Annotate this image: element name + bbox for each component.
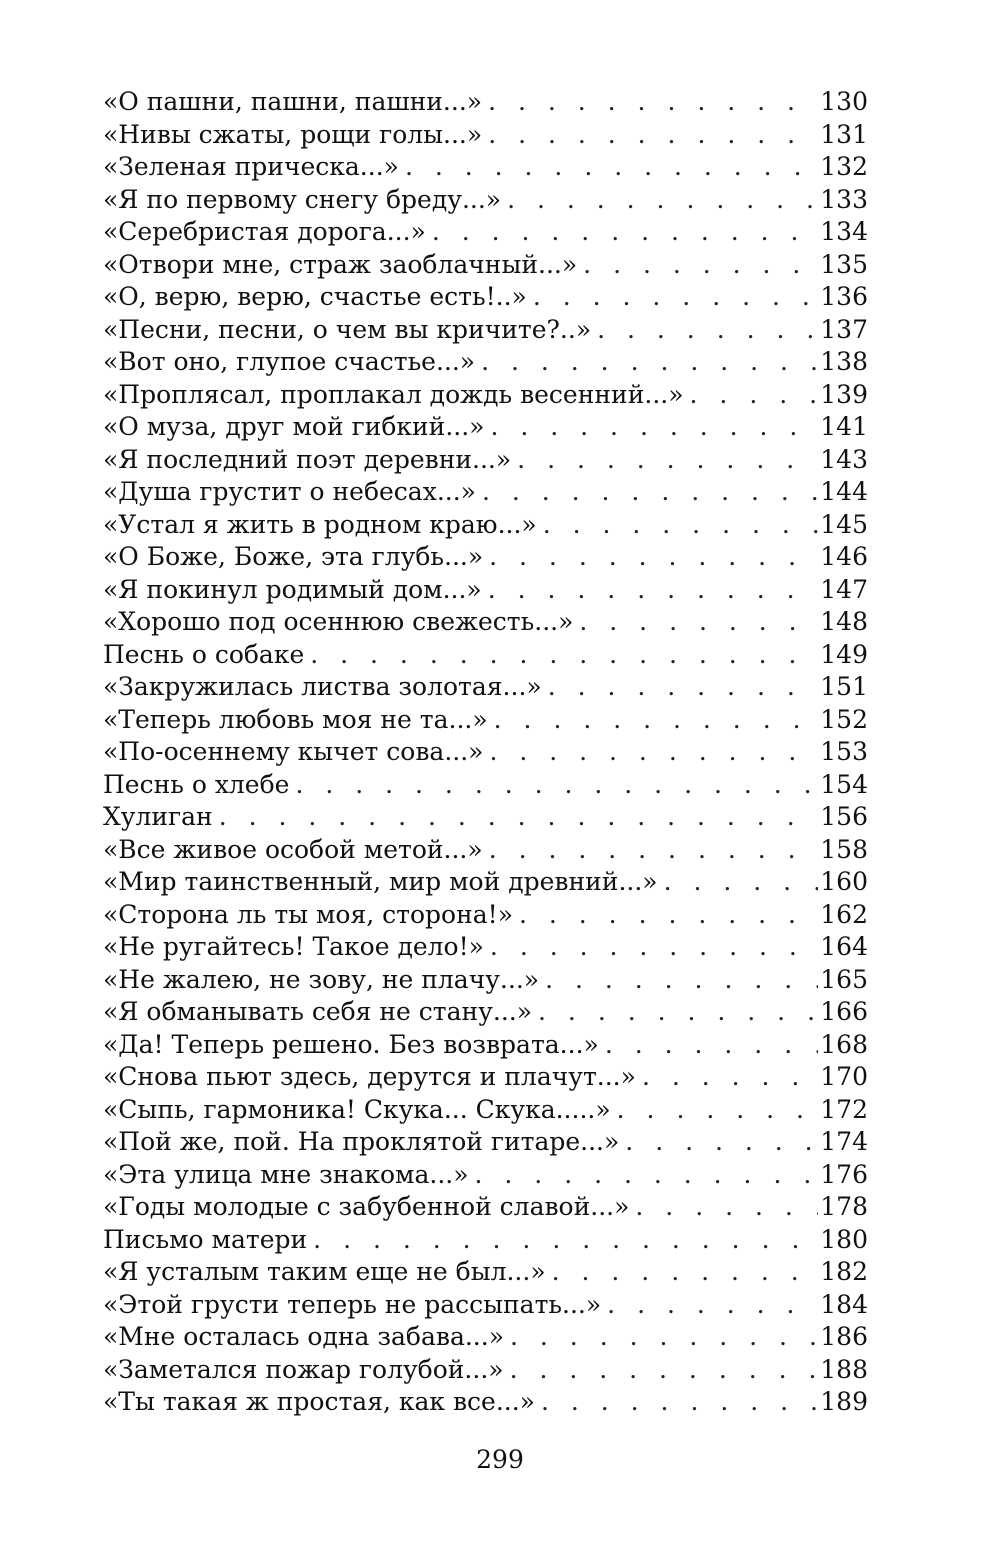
toc-entry bbox=[103, 996, 868, 1029]
toc-entry-title: «Заметался пожар голубой...» bbox=[103, 1354, 504, 1384]
dot-leader bbox=[482, 476, 818, 509]
toc-entry-title: «Да! Теперь решено. Без возврата...» bbox=[103, 1029, 599, 1059]
toc-entry-title: «Годы молодые с забубенной славой...» bbox=[103, 1192, 630, 1221]
toc-entry-title: «Я покинул родимый дом...» bbox=[103, 574, 482, 604]
toc-entry-page: 135 bbox=[820, 249, 868, 279]
toc-entry-page: 180 bbox=[820, 1224, 868, 1254]
dot-leader bbox=[310, 639, 818, 672]
toc-entry-page: 186 bbox=[820, 1322, 868, 1351]
dot-leader bbox=[642, 1061, 818, 1094]
dot-leader bbox=[635, 1191, 818, 1224]
dot-leader bbox=[490, 411, 818, 444]
toc-entry-title: «Я последний поэт деревни...» bbox=[103, 444, 512, 474]
dot-leader bbox=[552, 1256, 819, 1289]
dot-leader bbox=[548, 671, 819, 704]
toc-entry bbox=[103, 1386, 868, 1419]
toc-entry-page: 138 bbox=[820, 347, 868, 376]
dot-leader bbox=[545, 964, 818, 997]
toc-entry-page: 147 bbox=[820, 574, 868, 604]
toc-entry bbox=[103, 1126, 868, 1159]
page-number: 299 bbox=[476, 1445, 524, 1474]
toc-entry-title: Песнь о собаке bbox=[103, 639, 305, 669]
toc-entry-page: 151 bbox=[820, 672, 868, 701]
toc-entry-title: «Эта улица мне знакома...» bbox=[103, 1159, 469, 1189]
toc-entry bbox=[103, 964, 868, 997]
dot-leader bbox=[489, 736, 818, 769]
toc-entry bbox=[103, 606, 868, 639]
toc-entry-title: «Я обманывать себя не стану...» bbox=[103, 997, 533, 1026]
toc-entry-page: 149 bbox=[820, 639, 868, 669]
toc-entry bbox=[103, 119, 868, 152]
toc-entry-page: 174 bbox=[820, 1127, 868, 1156]
toc-entry bbox=[103, 281, 868, 314]
toc-entry-title: «Песни, песни, о чем вы кричите?..» bbox=[103, 314, 592, 344]
toc-entry-page: 156 bbox=[820, 802, 868, 831]
toc-entry bbox=[103, 801, 868, 834]
toc-entry-title: «Вот оно, глупое счастье...» bbox=[103, 347, 476, 376]
toc-entry-page: 164 bbox=[820, 932, 868, 961]
toc-entry-title: «Серебристая дорога...» bbox=[103, 217, 426, 246]
toc-entry-page: 153 bbox=[820, 737, 868, 766]
toc-entry bbox=[103, 379, 868, 412]
toc-entry-page: 188 bbox=[820, 1354, 868, 1384]
dot-leader bbox=[607, 1289, 818, 1322]
toc-entry-title: «О пашни, пашни, пашни...» bbox=[103, 87, 483, 116]
toc-entry-title: «Ты такая ж простая, как все...» bbox=[103, 1387, 535, 1416]
toc-entry bbox=[103, 769, 868, 802]
toc-entry-title: «Хорошо под осеннюю свежесть...» bbox=[103, 607, 574, 636]
toc-entry-page: 152 bbox=[820, 704, 868, 734]
toc-entry bbox=[103, 1321, 868, 1354]
dot-leader bbox=[583, 249, 818, 282]
dot-leader bbox=[543, 509, 819, 542]
toc-entry-title: «Нивы сжаты, рощи голы...» bbox=[103, 119, 483, 149]
toc-entry-title: «По-осеннему кычет сова...» bbox=[103, 737, 484, 766]
toc-entry-page: 146 bbox=[820, 542, 868, 571]
toc-entry-title: «Сыпь, гармоника! Скука... Скука.....» bbox=[103, 1094, 611, 1124]
table-of-contents bbox=[103, 86, 868, 1419]
dot-leader bbox=[579, 606, 818, 639]
toc-entry-page: 160 bbox=[820, 867, 868, 896]
toc-entry bbox=[103, 151, 868, 184]
toc-entry-page: 162 bbox=[820, 899, 868, 929]
dot-leader bbox=[489, 541, 818, 574]
toc-entry bbox=[103, 834, 868, 867]
dot-leader bbox=[510, 1354, 819, 1387]
toc-entry bbox=[103, 1354, 868, 1387]
dot-leader bbox=[489, 834, 819, 867]
toc-entry bbox=[103, 574, 868, 607]
toc-entry-title: «Этой грусти теперь не рассыпать...» bbox=[103, 1289, 602, 1319]
toc-entry-title: «О Боже, Боже, эта глубь...» bbox=[103, 542, 484, 571]
toc-entry bbox=[103, 1224, 868, 1257]
toc-entry-title: «Мир таинственный, мир мой древний...» bbox=[103, 867, 658, 896]
dot-leader bbox=[313, 1224, 818, 1257]
toc-entry-page: 131 bbox=[820, 119, 868, 149]
toc-entry-page: 133 bbox=[820, 184, 868, 214]
toc-entry-title: «Душа грустит о небесах...» bbox=[103, 477, 476, 506]
toc-entry-page: 184 bbox=[820, 1289, 868, 1319]
toc-entry-page: 176 bbox=[820, 1159, 868, 1189]
dot-leader bbox=[664, 866, 819, 899]
toc-entry-page: 137 bbox=[820, 314, 868, 344]
dot-leader bbox=[432, 216, 818, 249]
toc-entry-title: «Все живое особой метой...» bbox=[103, 834, 483, 864]
toc-entry-page: 158 bbox=[820, 834, 868, 864]
toc-entry bbox=[103, 1159, 868, 1192]
dot-leader bbox=[519, 899, 818, 932]
toc-entry-title: «Мне осталась одна забава...» bbox=[103, 1322, 505, 1351]
toc-entry-page: 178 bbox=[820, 1192, 868, 1221]
toc-entry-page: 166 bbox=[820, 997, 868, 1026]
toc-entry-page: 154 bbox=[820, 769, 868, 799]
toc-entry bbox=[103, 509, 868, 542]
toc-entry bbox=[103, 1191, 868, 1224]
toc-entry-title: Песнь о хлебе bbox=[103, 769, 290, 799]
dot-leader bbox=[517, 444, 818, 477]
dot-leader bbox=[597, 314, 818, 347]
toc-entry-title: «Проплясал, проплакал дождь весенний...» bbox=[103, 379, 684, 409]
toc-entry bbox=[103, 444, 868, 477]
toc-entry-title: «Отвори мне, страж заоблачный...» bbox=[103, 249, 578, 279]
dot-leader bbox=[488, 574, 819, 607]
toc-entry-title: Письмо матери bbox=[103, 1224, 308, 1254]
toc-entry-page: 136 bbox=[820, 282, 868, 311]
toc-entry-page: 141 bbox=[820, 412, 868, 441]
toc-entry bbox=[103, 1029, 868, 1062]
dot-leader bbox=[488, 119, 818, 152]
toc-entry-title: «Не ругайтесь! Такое дело!» bbox=[103, 932, 484, 961]
dot-leader bbox=[494, 704, 819, 737]
toc-entry bbox=[103, 639, 868, 672]
dot-leader bbox=[481, 346, 818, 379]
toc-entry bbox=[103, 314, 868, 347]
toc-entry bbox=[103, 736, 868, 769]
toc-entry-page: 134 bbox=[820, 217, 868, 246]
toc-entry-page: 165 bbox=[820, 964, 868, 994]
dot-leader bbox=[488, 86, 818, 119]
toc-entry-page: 172 bbox=[820, 1094, 868, 1124]
toc-entry bbox=[103, 1256, 868, 1289]
dot-leader bbox=[507, 184, 818, 217]
toc-entry-page: 132 bbox=[820, 152, 868, 181]
dot-leader bbox=[533, 281, 818, 314]
toc-entry-title: «Устал я жить в родном краю...» bbox=[103, 509, 537, 539]
toc-entry bbox=[103, 411, 868, 444]
toc-entry bbox=[103, 899, 868, 932]
toc-entry bbox=[103, 541, 868, 574]
toc-entry-title: «Снова пьют здесь, дерутся и плачут...» bbox=[103, 1062, 636, 1091]
dot-leader bbox=[219, 801, 819, 834]
toc-entry-title: Хулиган bbox=[103, 802, 213, 831]
toc-entry-title: «Закружилась листва золотая...» bbox=[103, 672, 542, 701]
dot-leader bbox=[295, 769, 818, 802]
toc-entry-title: «Зеленая прическа...» bbox=[103, 152, 399, 181]
dot-leader bbox=[475, 1159, 819, 1192]
toc-entry bbox=[103, 1061, 868, 1094]
toc-entry-title: «Я по первому снегу бреду...» bbox=[103, 184, 502, 214]
toc-entry bbox=[103, 346, 868, 379]
dot-leader bbox=[690, 379, 819, 412]
toc-entry-title: «Пой же, пой. На проклятой гитаре...» bbox=[103, 1127, 620, 1156]
toc-entry bbox=[103, 931, 868, 964]
toc-entry-page: 168 bbox=[820, 1029, 868, 1059]
toc-entry bbox=[103, 671, 868, 704]
dot-leader bbox=[510, 1321, 818, 1354]
toc-entry bbox=[103, 866, 868, 899]
toc-entry bbox=[103, 249, 868, 282]
dot-leader bbox=[405, 151, 818, 184]
toc-entry bbox=[103, 1289, 868, 1322]
toc-entry-page: 170 bbox=[820, 1062, 868, 1091]
toc-entry bbox=[103, 86, 868, 119]
dot-leader bbox=[617, 1094, 819, 1127]
toc-entry-title: «О муза, друг мой гибкий...» bbox=[103, 412, 485, 441]
toc-entry-title: «Теперь любовь моя не та...» bbox=[103, 704, 488, 734]
toc-entry-page: 143 bbox=[820, 444, 868, 474]
toc-entry-page: 145 bbox=[820, 509, 868, 539]
toc-entry-title: «О, верю, верю, счастье есть!..» bbox=[103, 282, 527, 311]
toc-entry-page: 130 bbox=[820, 87, 868, 116]
dot-leader bbox=[538, 996, 818, 1029]
toc-entry bbox=[103, 704, 868, 737]
toc-entry-page: 182 bbox=[820, 1257, 868, 1286]
toc-entry-page: 148 bbox=[820, 607, 868, 636]
toc-entry bbox=[103, 476, 868, 509]
dot-leader bbox=[541, 1386, 818, 1419]
toc-entry bbox=[103, 1094, 868, 1127]
toc-entry-title: «Я усталым таким еще не был...» bbox=[103, 1257, 546, 1286]
toc-entry-page: 139 bbox=[820, 379, 868, 409]
toc-entry-page: 189 bbox=[820, 1387, 868, 1416]
dot-leader bbox=[605, 1029, 818, 1062]
toc-entry bbox=[103, 216, 868, 249]
dot-leader bbox=[625, 1126, 818, 1159]
toc-entry-page: 144 bbox=[820, 477, 868, 506]
toc-entry-title: «Сторона ль ты моя, сторона!» bbox=[103, 899, 513, 929]
toc-entry bbox=[103, 184, 868, 217]
toc-entry-title: «Не жалею, не зову, не плачу...» bbox=[103, 964, 540, 994]
dot-leader bbox=[490, 931, 818, 964]
